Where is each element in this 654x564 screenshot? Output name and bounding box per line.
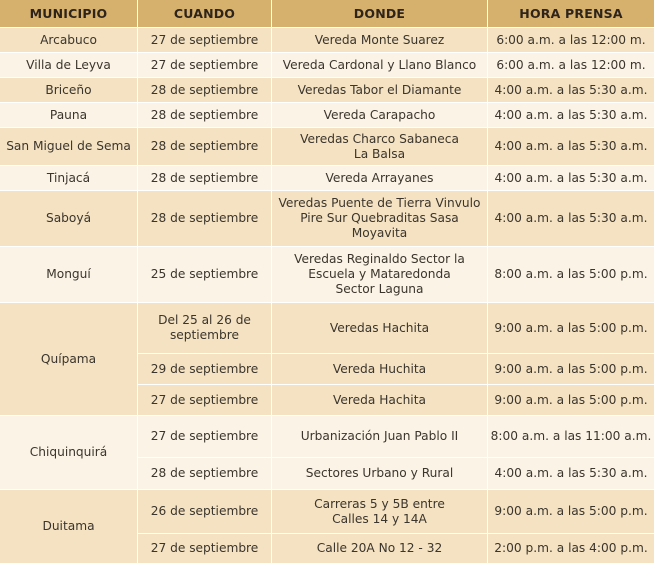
donde-cell-text: Veredas Reginaldo Sector la Escuela y Mataredonda Sector Laguna — [294, 252, 465, 296]
donde-cell-text: Vereda Monte Suarez — [314, 32, 445, 47]
municipio-cell-text: Chiquinquirá — [29, 445, 108, 460]
hora-cell-text: 6:00 a.m. a las 12:00 m. — [496, 57, 646, 72]
cuando-cell-text: 28 de septiembre — [150, 211, 259, 226]
hora-cell — [488, 28, 654, 53]
hora-cell-text: 8:00 a.m. a las 5:00 p.m. — [494, 267, 648, 282]
municipio-cell-text: Arcabuco — [40, 32, 97, 47]
cuando-cell-text: 27 de septiembre — [150, 32, 259, 47]
cuando-cell — [138, 128, 272, 166]
cuando-cell — [138, 303, 272, 354]
cuando-cell — [138, 103, 272, 128]
municipio-cell — [0, 191, 138, 247]
donde-cell — [272, 354, 488, 385]
hora-cell-text: 4:00 a.m. a las 5:30 a.m. — [494, 107, 648, 122]
hora-cell-text: 4:00 a.m. a las 5:30 a.m. — [494, 466, 648, 481]
hora-cell — [488, 166, 654, 191]
municipio-cell-text: Pauna — [49, 107, 88, 122]
donde-cell — [272, 385, 488, 416]
hora-cell-text: 9:00 a.m. a las 5:00 p.m. — [494, 320, 648, 335]
municipio-cell-text: San Miguel de Sema — [6, 139, 131, 154]
header-donde: DONDE — [272, 0, 488, 28]
donde-cell-text: Veredas Tabor el Diamante — [297, 82, 462, 97]
hora-cell-text: 4:00 a.m. a las 5:30 a.m. — [494, 211, 648, 226]
cuando-cell — [138, 53, 272, 78]
hora-cell-text: 8:00 a.m. a las 11:00 a.m. — [490, 429, 652, 444]
cuando-cell — [138, 385, 272, 416]
hora-cell — [488, 458, 654, 490]
municipio-cell-text: Monguí — [46, 267, 91, 282]
cuando-cell-text: 29 de septiembre — [150, 361, 259, 376]
header-hora: HORA PRENSA — [488, 0, 654, 28]
donde-cell — [272, 458, 488, 490]
hora-cell-text: 4:00 a.m. a las 5:30 a.m. — [494, 82, 648, 97]
cuando-cell-text: 27 de septiembre — [150, 392, 259, 407]
cuando-cell — [138, 247, 272, 303]
cuando-cell-text: 28 de septiembre — [150, 170, 259, 185]
donde-cell — [272, 103, 488, 128]
hora-cell — [488, 534, 654, 564]
municipio-cell-text: Saboyá — [45, 211, 92, 226]
hora-cell-text: 9:00 a.m. a las 5:00 p.m. — [494, 361, 648, 376]
donde-cell-text: Veredas Puente de Tierra Vinvulo Pire Sur Quebraditas Sasa Moyavita — [278, 196, 481, 240]
cuando-cell — [138, 534, 272, 564]
hora-cell-text: 6:00 a.m. a las 12:00 m. — [496, 32, 646, 47]
donde-cell — [272, 191, 488, 247]
donde-cell — [272, 490, 488, 534]
municipio-cell-text: Briceño — [45, 82, 92, 97]
cuando-cell — [138, 354, 272, 385]
cuando-cell — [138, 490, 272, 534]
municipio-cell — [0, 78, 138, 103]
cuando-cell-text: 28 de septiembre — [150, 107, 259, 122]
donde-cell — [272, 128, 488, 166]
municipio-cell — [0, 490, 138, 564]
municipio-cell — [0, 28, 138, 53]
cuando-cell — [138, 78, 272, 103]
municipio-cell-text: Duitama — [42, 519, 95, 534]
donde-cell-text: Vereda Carapacho — [323, 107, 436, 122]
donde-cell — [272, 303, 488, 354]
municipio-cell-text: Tinjacá — [46, 170, 91, 185]
donde-cell-text: Veredas Hachita — [329, 320, 430, 335]
hora-cell — [488, 303, 654, 354]
hora-cell-text: 4:00 a.m. a las 5:30 a.m. — [494, 170, 648, 185]
cuando-cell — [138, 458, 272, 490]
donde-cell — [272, 166, 488, 191]
donde-cell-text: Sectores Urbano y Rural — [305, 466, 454, 481]
hora-cell — [488, 53, 654, 78]
municipio-cell — [0, 416, 138, 490]
donde-cell-text: Carreras 5 y 5B entre Calles 14 y 14A — [314, 496, 445, 526]
municipio-cell-text: Villa de Leyva — [26, 57, 111, 72]
header-cuando: CUANDO — [138, 0, 272, 28]
cuando-cell-text: 27 de septiembre — [150, 541, 259, 556]
hora-cell — [488, 385, 654, 416]
hora-cell — [488, 78, 654, 103]
hora-cell — [488, 490, 654, 534]
cuando-cell — [138, 28, 272, 53]
hora-cell-text: 4:00 a.m. a las 5:30 a.m. — [494, 139, 648, 154]
hora-cell-text: 9:00 a.m. a las 5:00 p.m. — [494, 392, 648, 407]
donde-cell — [272, 416, 488, 458]
donde-cell — [272, 78, 488, 103]
cuando-cell-text: 28 de septiembre — [150, 82, 259, 97]
donde-cell — [272, 534, 488, 564]
cuando-cell — [138, 416, 272, 458]
cuando-cell-text: 25 de septiembre — [150, 267, 259, 282]
cuando-cell-text: 27 de septiembre — [150, 429, 259, 444]
donde-cell — [272, 53, 488, 78]
cuando-cell-text: 26 de septiembre — [150, 504, 259, 519]
donde-cell-text: Vereda Arrayanes — [325, 170, 434, 185]
cuando-cell-text: 28 de septiembre — [150, 466, 259, 481]
municipio-cell — [0, 128, 138, 166]
cuando-cell — [138, 166, 272, 191]
donde-cell-text: Veredas Charco Sabaneca La Balsa — [300, 131, 459, 161]
hora-cell — [488, 191, 654, 247]
donde-cell-text: Vereda Cardonal y Llano Blanco — [282, 57, 477, 72]
municipio-cell — [0, 166, 138, 191]
municipio-cell — [0, 53, 138, 78]
cuando-cell — [138, 191, 272, 247]
municipio-cell — [0, 103, 138, 128]
donde-cell — [272, 247, 488, 303]
municipio-cell-text: Quípama — [40, 351, 97, 366]
donde-cell — [272, 28, 488, 53]
cuando-cell-text: 27 de septiembre — [150, 57, 259, 72]
cuando-cell-text: 28 de septiembre — [150, 139, 259, 154]
donde-cell-text: Calle 20A No 12 - 32 — [316, 541, 443, 556]
hora-cell — [488, 103, 654, 128]
donde-cell-text: Urbanización Juan Pablo II — [300, 429, 459, 444]
header-municipio: MUNICIPIO — [0, 0, 138, 28]
municipio-cell — [0, 247, 138, 303]
donde-cell-text: Vereda Huchita — [332, 361, 427, 376]
municipio-cell — [0, 303, 138, 416]
donde-cell-text: Vereda Hachita — [333, 392, 426, 407]
hora-cell-text: 2:00 p.m. a las 4:00 p.m. — [494, 541, 648, 556]
hora-cell — [488, 247, 654, 303]
cuando-cell-text: Del 25 al 26 de septiembre — [158, 313, 251, 342]
hora-cell — [488, 128, 654, 166]
hora-cell-text: 9:00 a.m. a las 5:00 p.m. — [494, 504, 648, 519]
hora-cell — [488, 416, 654, 458]
hora-cell — [488, 354, 654, 385]
